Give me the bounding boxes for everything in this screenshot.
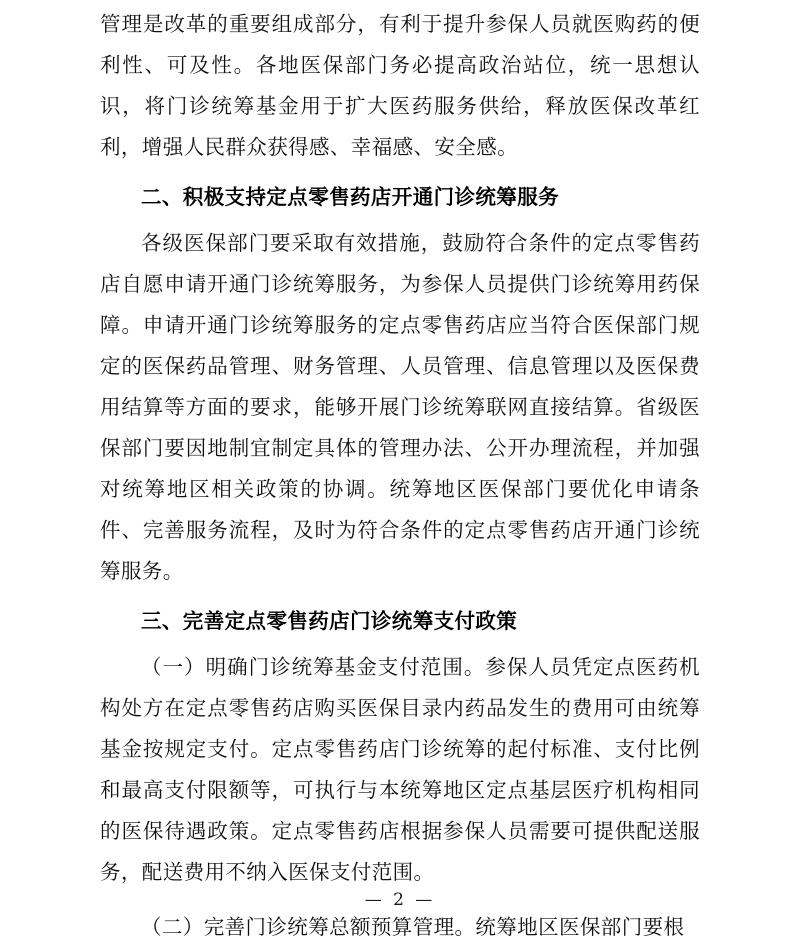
page-number-footer: — 2 —: [364, 890, 436, 910]
paragraph-item-one: （一）明确门诊统筹基金支付范围。参保人员凭定点医药机构处方在定点零售药店购买医保目录内药品发生的费用可由统筹基金按规定支付。定点零售药店门诊统筹的起付标准、支付比例和最高支付限额等，可执行与本统筹地区定点基层医疗机构相同的医保待遇政策。定点零售药店根据参保人员需要可提供配送服务，配送费用不纳入医保支付范围。: [100, 655, 700, 884]
paragraph-section-two-body: 各级医保部门要采取有效措施，鼓励符合条件的定点零售药店自愿申请开通门诊统筹服务，为参保人员提供门诊统筹用药保障。申请开通门诊统筹服务的定点零售药店应当符合医保部门规定的医保药品管理、财务管理、人员管理、信息管理以及医保费用结算等方面的要求，能够开展门诊统筹联网直接结算。省级医保部门要因地制宜制定具体的管理办法、公开办理流程，并加强对统筹地区相关政策的协调。统筹地区医保部门要优化申请条件、完善服务流程，及时为符合条件的定点零售药店开通门诊统筹服务。: [100, 231, 700, 583]
paragraph-item-two: （二）完善门诊统筹总额预算管理。统筹地区医保部门要根: [141, 915, 685, 939]
section-heading-three: 三、完善定点零售药店门诊统筹支付政策: [141, 609, 518, 633]
block-spacer: [100, 592, 700, 601]
block-spacer: [100, 168, 700, 177]
document-body: [100, 0, 700, 948]
paragraph-continuation: 管理是改革的重要组成部分，有利于提升参保人员就医购药的便利性、可及性。各地医保部门务必提高政治站位，统一思想认识，将门诊统筹基金用于扩大医药服务供给，释放医保改革红利，增强人民群众获得感、幸福感、安全感。: [100, 12, 700, 159]
section-heading-two: 二、积极支持定点零售药店开通门诊统筹服务: [141, 185, 559, 209]
